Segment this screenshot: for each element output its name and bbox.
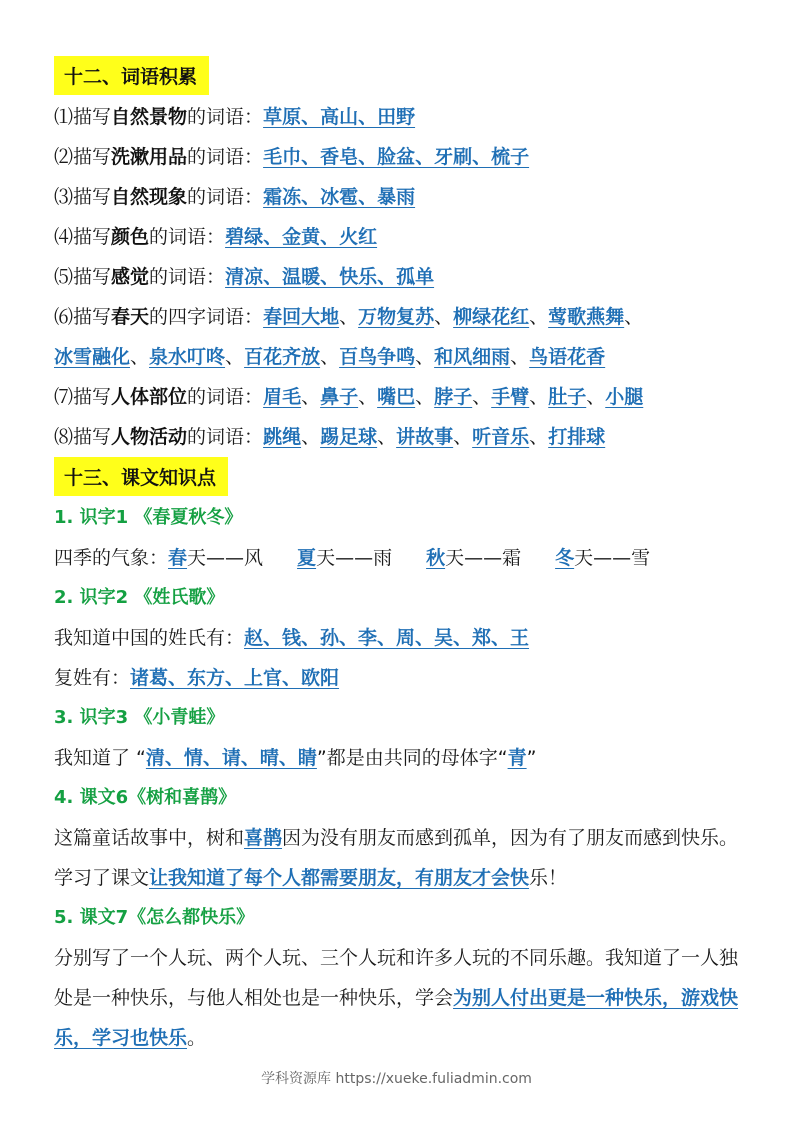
answer: 嘴巴 [377, 386, 416, 408]
answer: 霜冻、冰雹、暴雨 [263, 186, 416, 208]
answer: 打排球 [548, 426, 606, 448]
answer: 小腿 [605, 386, 644, 408]
frog-line: 我知道了 “清、情、请、晴、睛”都是由共同的母体字“青” [54, 747, 537, 769]
answer: 百花齐放 [244, 346, 321, 368]
answer: 听音乐 [472, 426, 530, 448]
lesson-title: 1. 识字1 《春夏秋冬》 [54, 507, 243, 528]
answer: 春回大地 [263, 306, 340, 328]
answer: 冰雪融化 [54, 346, 131, 368]
vocab-item: ⑶描写自然现象的词语：霜冻、冰雹、暴雨 [54, 186, 416, 208]
lesson-paragraph: 这篇童话故事中，树和喜鹊因为没有朋友而感到孤单，因为有了朋友而感到快乐。学习了课文让我知道了每个人都需要朋友，有朋友才会快乐！ [54, 827, 739, 889]
answer: 莺歌燕舞 [548, 306, 625, 328]
answer: 眉毛 [263, 386, 302, 408]
answer: 碧绿、金黄、火红 [225, 226, 378, 248]
answer: 和风细雨 [434, 346, 511, 368]
document-page [54, 56, 754, 1058]
surnames-line: 我知道中国的姓氏有：赵、钱、孙、李、周、吴、郑、王 [54, 627, 530, 649]
vocab-item: ⑴描写自然景物的词语：草原、高山、田野 [54, 106, 416, 128]
lesson-paragraph: 分别写了一个人玩、两个人玩、三个人玩和许多人玩的不同乐趣。我知道了一人独处是一种快乐，与他人相处也是一种快乐，学会为别人付出更是一种快乐，游戏快乐，学习也快乐。 [54, 947, 739, 1049]
answer: 柳绿花红 [453, 306, 530, 328]
vocab-item: ⑺描写人体部位的词语：眉毛、鼻子、嘴巴、脖子、手臂、肚子、小腿 [54, 386, 644, 408]
footer-source: 学科资源库 https://xueke.fuliadmin.com [261, 1071, 532, 1087]
answer: 万物复苏 [358, 306, 435, 328]
lesson-title: 2. 识字2 《姓氏歌》 [54, 587, 225, 608]
vocab-item: ⑹描写春天的四字词语：春回大地、万物复苏、柳绿花红、莺歌燕舞、 冰雪融化、泉水叮咚、百花齐放、百鸟争鸣、和风细雨、鸟语花香 [54, 306, 644, 368]
answer: 鸟语花香 [529, 346, 606, 368]
answer: 肚子 [548, 386, 587, 408]
lesson-title: 4. 课文6《树和喜鹊》 [54, 787, 237, 808]
vocab-item: ⑷描写颜色的词语：碧绿、金黄、火红 [54, 226, 378, 248]
vocab-item: ⑵描写洗漱用品的词语：毛巾、香皂、脸盆、牙刷、梳子 [54, 146, 530, 168]
lesson-title: 5. 课文7《怎么都快乐》 [54, 907, 255, 928]
answer: 手臂 [491, 386, 530, 408]
answer: 泉水叮咚 [149, 346, 226, 368]
vocab-item: ⑻描写人物活动的词语：跳绳、踢足球、讲故事、听音乐、打排球 [54, 426, 606, 448]
section-12-heading: 十二、词语积累 [54, 56, 209, 95]
answer: 跳绳 [263, 426, 302, 448]
answer: 踢足球 [320, 426, 378, 448]
compound-surnames-line: 复姓有：诸葛、东方、上官、欧阳 [54, 667, 340, 689]
answer: 毛巾、香皂、脸盆、牙刷、梳子 [263, 146, 530, 168]
section-13-heading: 十三、课文知识点 [54, 457, 228, 496]
answer: 脖子 [434, 386, 473, 408]
answer: 百鸟争鸣 [339, 346, 416, 368]
vocab-item: ⑸描写感觉的词语：清凉、温暖、快乐、孤单 [54, 266, 435, 288]
answer: 草原、高山、田野 [263, 106, 416, 128]
lesson-title: 3. 识字3 《小青蛙》 [54, 707, 225, 728]
answer: 清凉、温暖、快乐、孤单 [225, 266, 435, 288]
answer: 讲故事 [396, 426, 454, 448]
seasons-line: 四季的气象：春天——风 夏天——雨 秋天——霜 冬天——雪 [54, 547, 651, 569]
answer: 鼻子 [320, 386, 359, 408]
